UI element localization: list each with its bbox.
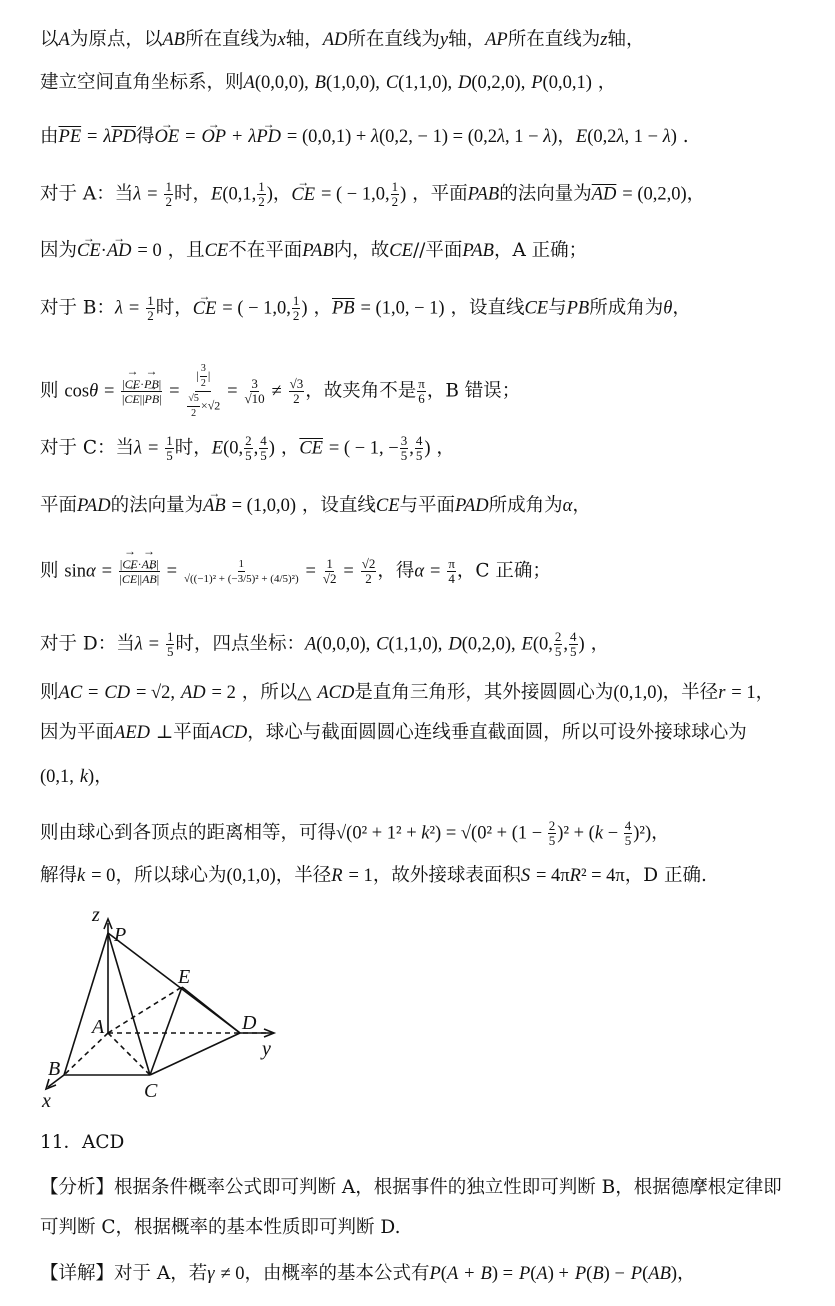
detail-line: 【详解】对于 A，若γ ≠ 0，由概率的基本公式有P(A + B) = P(A) + P(B) − P(AB)， [40,1263,696,1284]
text-line-7: 则 cosθ = $\frac{|\to CE\cdot\to PB|}{|\to CE||\to PB|}$ = | $\frac{3}{2}$ | $\frac{√5}{2}$ ×√2 = $\frac{3}{√10}$ ≠ $\frac{√3}{2}$ ，故夹角不是 $\frac{\pi}{6}$ ，B 错误； [40,362,520,421]
text-line-1: 以A为原点，以AB所在直线为x轴，AD所在直线为y轴，AP所在直线为z轴， [40,29,645,50]
label-z: z [92,905,100,926]
text-line-5: 因为→ CE·→ AD = 0 ，且CE不在平面PAB内，故CE//平面PAB，A 正确； [40,239,587,263]
answer-line: 11．ACD [40,1132,125,1153]
analysis-line-2: 可判断 C，根据概率的基本性质即可判断 D. [40,1217,401,1238]
text-line-9: 平面PAD的法向量为→ AB = (1,0,0) ，设直线CE与平面PAD所成角为α， [40,494,591,518]
text-line-4: 对于 A：当λ = $\frac{1}{2}$ 时，E(0,1, $\frac{1}{2}$ )，→ CE = ( − 1,0, $\frac{1}{2}$ ) ，平面PAB的法向量为$\overline{AD} = (0,2,0)$， [40,180,705,209]
label-x: x [42,1090,51,1112]
text-line-12: 则AC = CD = √2, AD = 2 ，所以△ ACD是直角三角形，其外接圆圆心为(0,1,0)，半径r = 1， [40,682,775,703]
text-line-14: (0,1, k)， [40,766,113,787]
text-line-8: 对于 C：当λ = $\frac{1}{5}$ 时，E(0, $\frac{2}{5}$ , $\frac{4}{5}$ ) ，$\overline{CE}$ = ( − 1, − $\frac{3}{5}$ , $\frac{4}{5}$ ) ， [40,433,455,463]
label-C: C [144,1080,158,1102]
text-line-3: 由$\overline{PE} = \lambda\overline{PD}$得→ OE = → OP + λ→ PD = (0,0,1) + λ(0,2, − 1) = (0,2λ, 1 − λ)，E(0,2λ, 1 − λ) . [40,125,689,149]
pyramid-figure [40,905,300,1115]
label-E: E [178,966,191,988]
label-y: y [262,1038,271,1060]
label-P: P [114,924,127,946]
edge-AE [108,987,182,1033]
text-line-13: 因为平面AED ⊥平面ACD，球心与截面圆圆心连线垂直截面圆，所以可设外接球球心为 [40,722,747,743]
label-A: A [92,1016,105,1038]
text-line-11: 对于 D：当λ = $\frac{1}{5}$ 时，四点坐标：A(0,0,0), C(1,1,0), D(0,2,0), E(0, $\frac{2}{5}$ , $\frac{4}{5}$ ) ， [40,629,610,659]
text-line-16: 解得k = 0，所以球心为(0,1,0)，半径R = 1，故外接球表面积S = 4πR² = 4π，D 正确. [40,865,707,886]
text-line-15: 则由球心到各顶点的距离相等，可得√(0² + 1² + k²) = √(0² + (1 − $\frac{2}{5}$ )² + (k − $\frac{4}{5}$ )²)， [40,818,670,848]
text-line-10: 则 sinα = $\frac{|\to CE\cdot\to AB|}{|\to CE||\to AB|}$ = $\frac{1}{\text{√((−1)² + (−3/5)² + (4/5)²)}}$ = $\frac{1}{√2}$ = $\frac{√2}{2}$ ，得α = $\frac{\pi}{4}$ ，C 正确； [40,557,551,586]
analysis-line-1: 【分析】根据条件概率公式即可判断 A，根据事件的独立性即可判断 B，根据德摩根定律即 [40,1177,782,1198]
text-line-2: 建立空间直角坐标系，则A(0,0,0), B(1,0,0), C(1,1,0), D(0,2,0), P(0,0,1) ， [40,72,617,93]
edge-ED [182,987,240,1033]
text-line-6: 对于 B：λ = $\frac{1}{2}$ 时，→ CE = ( − 1,0, $\frac{1}{2}$ ) ，$\overline{PB} = (1,0$, − 1) ，设直线CE与PB所成角为θ， [40,294,691,323]
label-D: D [242,1012,257,1034]
label-B: B [48,1058,61,1080]
